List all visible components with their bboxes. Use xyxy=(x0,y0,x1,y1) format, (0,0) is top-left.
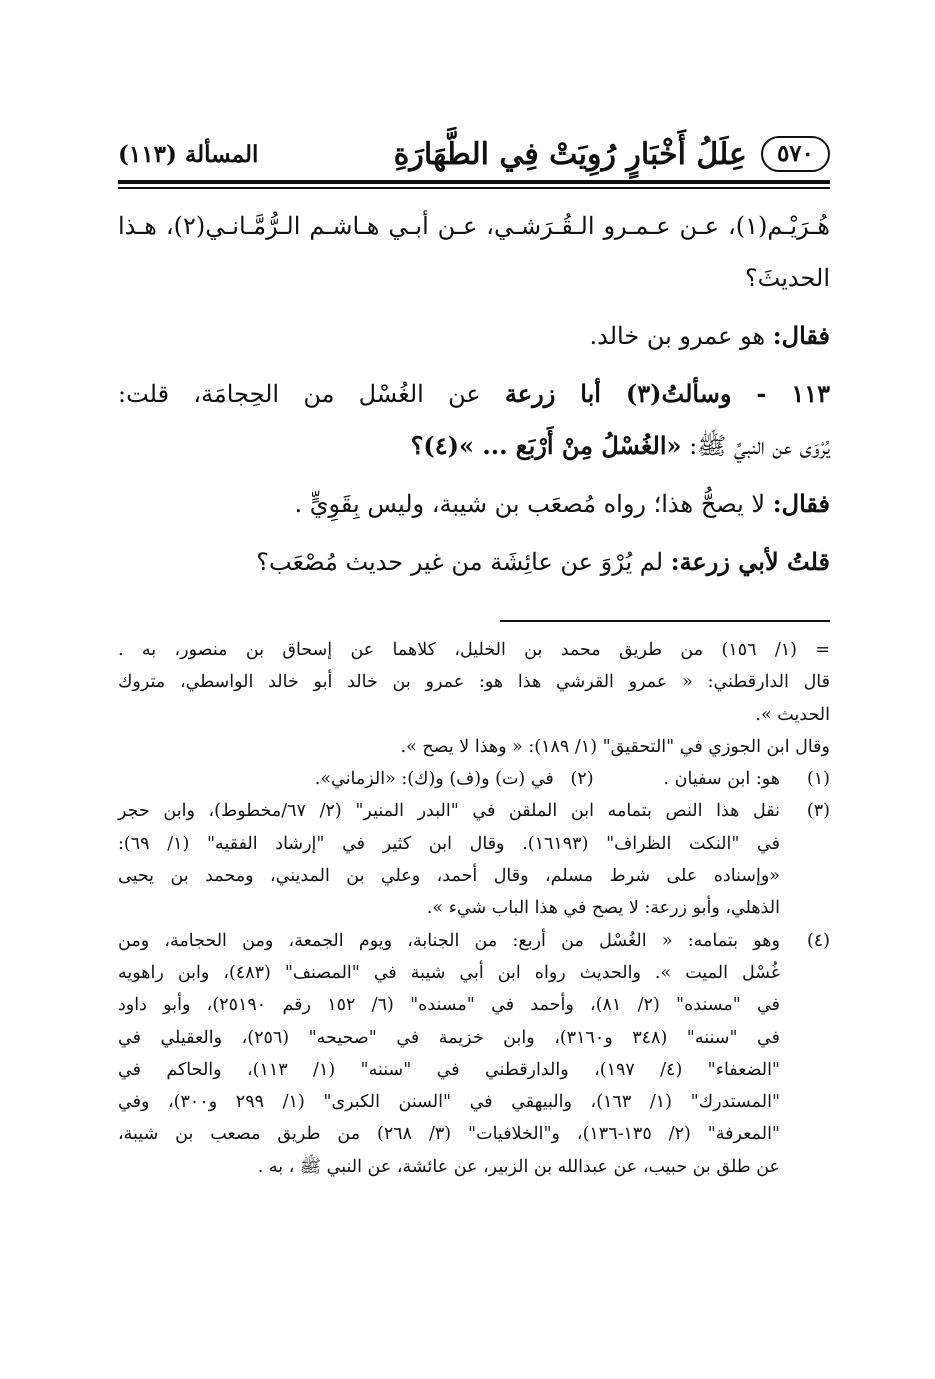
body-line xyxy=(118,478,830,530)
footnote-line: في "مسنده" (٢/ ٨١)، وأحمد في "مسنده" (٦/ ١٥٢ رقم ٢٥١٩٠)، وأبو داود xyxy=(118,995,780,1016)
book-title: عِلَلُ أَخْبَارٍ رُوِيَتْ فِي الطَّهَارَةِ xyxy=(393,136,747,172)
header-right xyxy=(394,136,830,172)
body-text-run: لا يصحُّ هذا؛ رواه مُصعَب بن شيبة، وليس بِقَوِيٍّ . xyxy=(294,490,766,518)
footnote-number: (٤) xyxy=(806,930,830,951)
body-text-run: عن الغُسْل من الحِجامَة، قلت: xyxy=(118,380,481,408)
footnote-number: (١) xyxy=(806,769,830,790)
body-text-run: هو عمرو بن خالد. xyxy=(589,322,766,350)
footnote-1-2 xyxy=(118,763,830,795)
footnote-line: "المعرفة" (٢/ ١٣٥-١٣٦)، و"الخلافيات" (٣/ ٢٦٨) من طريق مصعب بن شيبة، xyxy=(118,1124,780,1145)
body-line: الحديثَ؟ xyxy=(744,264,830,292)
header-rule-thin xyxy=(118,187,830,189)
body-line xyxy=(118,310,830,362)
footnote-line: «وإسناده على شرط مسلم، وقال أحمد، وعلي بن المديني، ومحمد بن يحيى xyxy=(118,866,780,887)
section-label: المسألة (١١٣) xyxy=(118,140,259,168)
footnote-number: (٣) xyxy=(806,801,830,822)
speaker-label: فقال: xyxy=(772,321,830,350)
body-line xyxy=(118,368,830,420)
footnote-line: قال الدارقطني: « عمرو القرشي هذا هو: عمرو بن خالد أبو خالد الواسطي، متروك xyxy=(118,672,830,693)
body-line: هُـرَيْـم(١)، عـن عـمـرو الـقُـرَشـي، عـن أبـي هـاشـم الـرُّمَّـانـي(٢)، هـذا xyxy=(118,212,830,240)
footnote-line: الحديث ». xyxy=(755,704,830,725)
footnote-line: في "سننه" (٣٤٨ و٣١٦٠)، وابن خزيمة في "صحيحه" (٢٥٦)، والعقيلي في xyxy=(118,1027,780,1048)
footnote-line: = (١/ ١٥٦) من طريق محمد بن الخليل، كلاهما عن إسحاق بن منصور، به . xyxy=(118,640,830,660)
footnote-line: في "النكت الظراف" (١٦١٩٣). وقال ابن كثير في "إرشاد الفقيه" (١/ ٦٩): xyxy=(118,833,780,854)
footnote-4 xyxy=(118,925,830,957)
footnote-line: وقال ابن الجوزي في "التحقيق" (١/ ١٨٩): « وهذا لا يصح ». xyxy=(400,736,830,757)
footnotes xyxy=(118,634,830,1183)
footnote-separator xyxy=(500,620,830,622)
footnote-line: عن طلق بن حبيب، عن عبدالله بن الزبير، عن عائشة، عن النبي ﷺ ، به . xyxy=(257,1156,780,1177)
page-number: ٥٧٠ xyxy=(761,136,830,172)
header-rule-thick xyxy=(118,180,830,184)
body-line xyxy=(118,536,830,588)
footnote-line: الذهلي، وأبو زرعة: لا يصح في هذا الباب شيء ». xyxy=(426,898,780,919)
footnote-text: وهو بتمامه: « الغُسْل من أربع: من الجنابة، ويوم الجمعة، ومن الحجامة، ومن xyxy=(118,930,780,951)
footnote-2 xyxy=(315,763,594,795)
hadith-quote: «الغُسْلُ مِنْ أَرْبَع ... »(٤)؟ xyxy=(410,431,682,460)
body-line xyxy=(118,420,830,472)
footnote-line: غُسْل الميت ». والحديث رواه ابن أبي شيبة في "المصنف" (٤٨٣)، وابن راهويه xyxy=(118,962,780,983)
footnote-line: "المستدرك" (١/ ١٦٣)، والبيهقي في "السنن الكبرى" (١/ ٢٩٩ و٣٠٠)، وفي xyxy=(118,1092,780,1113)
footnote-3 xyxy=(118,795,830,827)
footnote-text: هو: ابن سفيان . xyxy=(663,769,780,790)
footnote-text: في (ت) و(ف) و(ك): «الزماني». xyxy=(314,769,554,790)
question-heading: ١١٣ - وسألتُ(٣) أبا زرعة xyxy=(504,379,830,408)
footnote-text: نقل هذا النص بتمامه ابن الملقن في "البدر المنير" (٢/ ٦٧/مخطوط)، وابن حجر xyxy=(118,801,780,822)
main-text xyxy=(118,200,830,588)
footnote-line: "الضعفاء" (٤/ ١٩٧)، والدارقطني في "سننه" (١/ ١١٣)، والحاكم في xyxy=(118,1059,780,1080)
speaker-label: فقال: xyxy=(772,489,830,518)
footnote-number: (٢) xyxy=(570,769,594,790)
body-text-run: لم يُرْوَ عن عائِشَة من غير حديث مُصْعَب؟ xyxy=(256,548,664,576)
running-header xyxy=(118,132,830,176)
body-text-run: يُرْوَى عن النبيِّ ﷺ: xyxy=(689,432,830,460)
speaker-label: قلتُ لأبي زرعة: xyxy=(670,547,830,576)
